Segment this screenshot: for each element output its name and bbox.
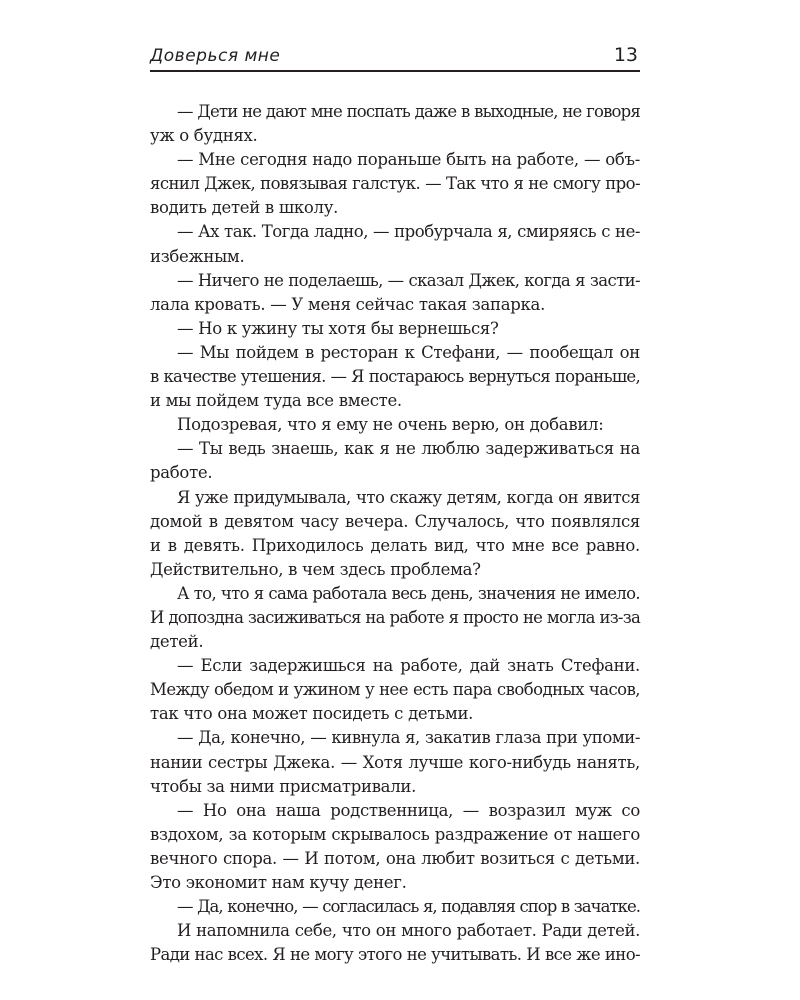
- text-line: Это экономит нам кучу денег.: [150, 873, 407, 892]
- text-line: домой в девятом часу вечера. Случалось, что появлялся: [150, 511, 640, 531]
- text-line: — Мне сегодня надо пораньше быть на работе, — объ-: [177, 150, 640, 170]
- text-line: — Да, конечно, — согласилась я, подавляя спор в зачатке.: [177, 897, 640, 917]
- running-header: [150, 44, 640, 72]
- text-line: Я уже придумывала, что скажу детям, когда он явится: [177, 487, 640, 507]
- text-line: и мы пойдем туда все вместе.: [150, 391, 402, 411]
- text-line: — Если задержишься на работе, дай знать Стефани.: [177, 656, 640, 676]
- text-line: работе.: [150, 463, 213, 483]
- text-line: — Ничего не поделаешь, — сказал Джек, когда я засти-: [177, 270, 640, 290]
- text-line: И напомнила себе, что он много работает. Ради детей.: [177, 921, 640, 941]
- text-line: лала кровать. — У меня сейчас такая запарка.: [150, 294, 546, 314]
- text-line: Подозревая, что я ему не очень верю, он добавил:: [177, 415, 604, 435]
- book-title: Доверься мне: [150, 46, 281, 66]
- text-line: вздохом, за которым скрывалось раздражение от нашего: [150, 824, 640, 844]
- text-line: вечного спора. — И потом, она любит возиться с детьми.: [150, 848, 640, 868]
- text-line: И допоздна засиживаться на работе я просто не могла из-за: [150, 607, 640, 627]
- text-line: избежным.: [150, 246, 245, 266]
- text-line: яснил Джек, повязывая галстук. — Так что я не смогу про-: [150, 174, 640, 194]
- text-line: Между обедом и ужином у нее есть пара свободных часов,: [150, 680, 640, 700]
- text-line: и в девять. Приходилось делать вид, что мне все равно.: [150, 535, 640, 555]
- text-line: — Но она наша родственница, — возразил муж со: [177, 800, 640, 820]
- text-line: водить детей в школу.: [150, 198, 339, 218]
- text-line: чтобы за ними присматривали.: [150, 776, 417, 796]
- text-line: так что она может посидеть с детьми.: [150, 704, 474, 724]
- text-line: в качестве утешения. — Я постараюсь вернуться пораньше,: [150, 367, 640, 387]
- body-text: [150, 100, 640, 967]
- text-line: нании сестры Джека. — Хотя лучше кого-нибудь нанять,: [150, 752, 640, 772]
- text-line: — Дети не дают мне поспать даже в выходные, не говоря: [177, 102, 640, 121]
- text-line: — Но к ужину ты хотя бы вернешься?: [177, 318, 499, 338]
- text-line: детей.: [150, 632, 204, 652]
- text-line: — Мы пойдем в ресторан к Стефани, — пообещал он: [177, 342, 640, 362]
- text-line: — Ах так. Тогда ладно, — пробурчала я, смиряясь с не-: [177, 222, 640, 242]
- text-line: уж о буднях.: [150, 126, 258, 146]
- text-line: Действительно, в чем здесь проблема?: [150, 559, 481, 579]
- text-line: А то, что я сама работала весь день, значения не имело.: [177, 583, 640, 603]
- text-line: Ради нас всех. Я не могу этого не учитывать. И все же ино-: [150, 945, 640, 965]
- text-line: — Ты ведь знаешь, как я не люблю задерживаться на: [177, 439, 640, 459]
- page-number: 13: [613, 44, 638, 66]
- text-line: — Да, конечно, — кивнула я, закатив глаза при упоми-: [177, 728, 640, 748]
